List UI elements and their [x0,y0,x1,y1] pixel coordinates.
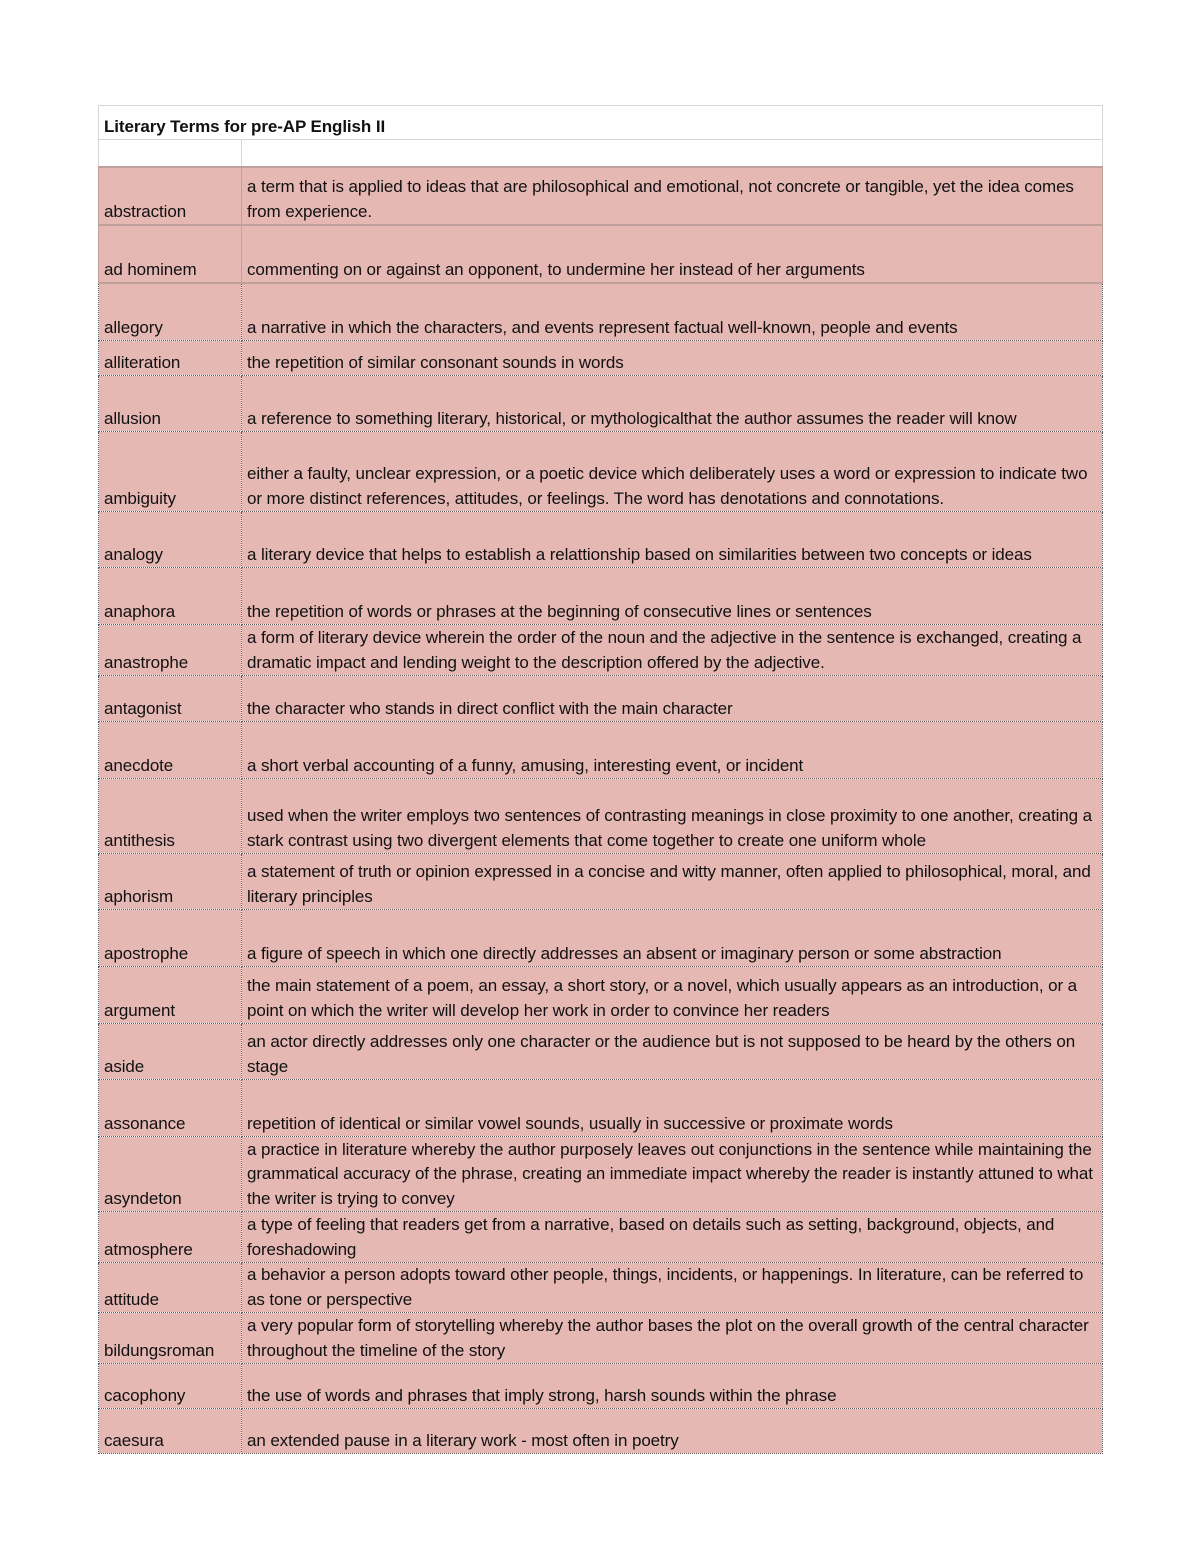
definition-cell: a reference to something literary, historical, or mythologicalthat the author assumes the reader will know [242,376,1103,432]
blank-cell [242,140,1103,168]
definition-cell: an extended pause in a literary work - most often in poetry [242,1409,1103,1454]
table-row [99,625,1103,676]
literary-terms-table [98,105,1103,1454]
definition-cell: a practice in literature whereby the author purposely leaves out conjunctions in the sentence while maintaining the grammatical accuracy of the phrase, creating an immediate impact whereby the reader is instantly attuned to what the writer is trying to convey [242,1137,1103,1212]
term-cell: attitude [99,1263,242,1313]
definition-cell: the repetition of similar consonant sounds in words [242,341,1103,376]
term-cell: cacophony [99,1364,242,1409]
term-cell: anecdote [99,722,242,779]
definition-cell: a statement of truth or opinion expressed in a concise and witty manner, often applied to philosophical, moral, and literary principles [242,854,1103,910]
term-cell: caesura [99,1409,242,1454]
term-cell: anastrophe [99,625,242,676]
term-cell: abstraction [99,167,242,225]
table-row [99,1080,1103,1137]
blank-cell [99,140,242,168]
term-cell: antithesis [99,779,242,854]
table-row [99,1313,1103,1364]
definition-cell: a form of literary device wherein the order of the noun and the adjective in the sentence is exchanged, creating a dramatic impact and lending weight to the description offered by the adjective. [242,625,1103,676]
term-cell: asyndeton [99,1137,242,1212]
term-cell: analogy [99,512,242,568]
term-cell: alliteration [99,341,242,376]
definition-cell: used when the writer employs two sentences of contrasting meanings in close proximity to one another, creating a stark contrast using two divergent elements that come together to create one uniform whole [242,779,1103,854]
table-row [99,376,1103,432]
table-row [99,1024,1103,1080]
definition-cell: repetition of identical or similar vowel sounds, usually in successive or proximate words [242,1080,1103,1137]
table-row [99,722,1103,779]
term-cell: ad hominem [99,225,242,283]
definition-cell: a short verbal accounting of a funny, amusing, interesting event, or incident [242,722,1103,779]
table-row [99,1409,1103,1454]
term-cell: aside [99,1024,242,1080]
table-row [99,432,1103,512]
definition-cell: the character who stands in direct conflict with the main character [242,676,1103,722]
definition-cell: either a faulty, unclear expression, or a poetic device which deliberately uses a word or expression to indicate two or more distinct references, attitudes, or feelings. The word has denotations and connotations. [242,432,1103,512]
definition-cell: the repetition of words or phrases at the beginning of consecutive lines or sentences [242,568,1103,625]
table-row [99,1212,1103,1263]
definition-cell: a narrative in which the characters, and events represent factual well-known, people and events [242,283,1103,341]
page-title: Literary Terms for pre-AP English II [99,106,1103,140]
term-cell: argument [99,967,242,1024]
term-cell: apostrophe [99,910,242,967]
table-row [99,225,1103,283]
table-row [99,967,1103,1024]
term-cell: ambiguity [99,432,242,512]
table-row [99,283,1103,341]
definition-cell: a literary device that helps to establish a relattionship based on similarities between two concepts or ideas [242,512,1103,568]
table-row [99,512,1103,568]
term-cell: anaphora [99,568,242,625]
definition-cell: an actor directly addresses only one character or the audience but is not supposed to be heard by the others on stage [242,1024,1103,1080]
definition-cell: the use of words and phrases that imply strong, harsh sounds within the phrase [242,1364,1103,1409]
table-row [99,910,1103,967]
definition-cell: a very popular form of storytelling whereby the author bases the plot on the overall growth of the central character throughout the timeline of the story [242,1313,1103,1364]
table-row [99,167,1103,225]
definition-cell: the main statement of a poem, an essay, a short story, or a novel, which usually appears as an introduction, or a point on which the writer will develop her work in order to convince her readers [242,967,1103,1024]
term-cell: aphorism [99,854,242,910]
table-row [99,854,1103,910]
definition-cell: a type of feeling that readers get from a narrative, based on details such as setting, background, objects, and foreshadowing [242,1212,1103,1263]
definition-cell: a figure of speech in which one directly addresses an absent or imaginary person or some abstraction [242,910,1103,967]
table-row [99,1137,1103,1212]
definition-cell: a term that is applied to ideas that are philosophical and emotional, not concrete or tangible, yet the idea comes from experience. [242,167,1103,225]
definition-cell: a behavior a person adopts toward other people, things, incidents, or happenings. In literature, can be referred to as tone or perspective [242,1263,1103,1313]
definition-cell: commenting on or against an opponent, to undermine her instead of her arguments [242,225,1103,283]
table-row [99,341,1103,376]
table-row [99,676,1103,722]
term-cell: assonance [99,1080,242,1137]
term-cell: antagonist [99,676,242,722]
term-cell: bildungsroman [99,1313,242,1364]
table-row [99,779,1103,854]
term-cell: allusion [99,376,242,432]
term-cell: allegory [99,283,242,341]
table-row [99,1364,1103,1409]
table-row [99,1263,1103,1313]
blank-row [99,140,1103,168]
table-row [99,568,1103,625]
title-row [99,106,1103,140]
term-cell: atmosphere [99,1212,242,1263]
